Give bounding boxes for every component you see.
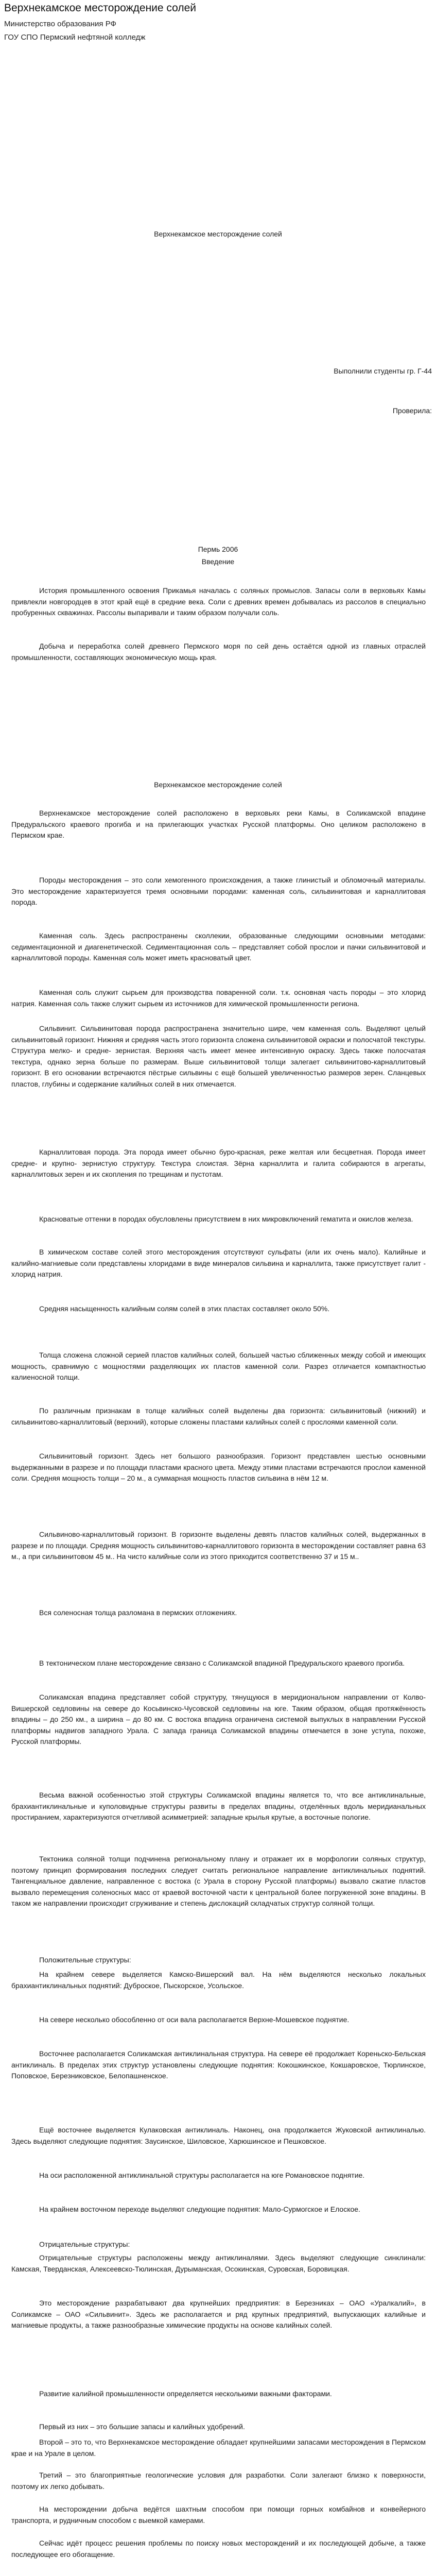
ministry-line: Министерство образования РФ bbox=[4, 20, 116, 28]
intro-paragraph: Добыча и переработка солей древнего Пермского моря по сей день остаётся одной из главных отраслей промышленности, составляющих экономическую мощь края. bbox=[11, 642, 426, 662]
body-paragraph: Средняя насыщенность калийным солям солей в этих пластах составляет около 50%. bbox=[39, 1304, 330, 1313]
intro-paragraph: История промышленного освоения Прикамья началась с соляных промыслов. Запасы соли в верховьях Камы привлекли новгородцев в этот край ещё в средние века. Соли с древних времен добывалась из рассолов в специально пробуренных скважинах. Рассолы выпаривали и таким образом получали соль. bbox=[11, 586, 426, 617]
body-paragraph: Сильвинит. Сильвинитовая порода распространена значительно шире, чем каменная соль. Выделяют целый сильвинитовый горизонт. Нижняя и средняя часть этого горизонта сложена сильвинитовой окраски и полосчатой текстуры. Структура мелко- и средне- зернистая. Верхняя часть имеет менее интенсивную окраску. Здесь также полосчатая текстура, однако зерна больше по размерам. Выше сильвинитовой толщи залегает сильвинитово-карналлитовый горизонт. В его основании встречаются пёстрые сильвины с ещё большей увеличенностью размеров зерен. Сланцевых пластов, глубины и содержание калийных солей в них отмечается. bbox=[11, 1024, 426, 1088]
body-paragraph: Ещё восточнее выделяется Кулаковская антиклиналь. Наконец, она продолжается Жуковской антиклиналью. Здесь выделяют следующие поднятия: Заусинское, Шиловское, Харюшинское и Пешковское. bbox=[11, 2126, 426, 2145]
body-paragraph: Восточнее располагается Соликамская антиклинальная структура. На севере её продолжает Кореньско-Бельская антиклиналь. В пределах этих структур установлены следующие поднятия: Кокошкинское, Кокшаровское, Тюрлинское, Поповское, Березниковское, Белопашненское. bbox=[11, 2049, 426, 2080]
body-paragraph: Это месторождение разрабатывают два крупнейших предприятия: в Березниках – ОАО «Уралкалий», в Соликамске – ОАО «Сильвинит». Здесь же располагается и ряд крупных предприятий, выпускающих калийные и магниевые продукты, а также разнообразные химические продукты на основе калийных солей. bbox=[11, 2299, 426, 2329]
section-heading: Верхнекамское месторождение солей bbox=[154, 781, 282, 789]
body-paragraph: Сильвиново-карналлитовый горизонт. В горизонте выделены девять пластов калийных солей, выдержанных в разрезе и по площади. Средняя мощность сильвинитово-карналлитового горизонта в месторождении составляет равна 63 м., а при сильвинитовом 45 м.. На чисто калийные соли из этого приходится соответственно 37 и 15 м.. bbox=[11, 1530, 426, 1561]
performed-by: Выполнили студенты гр. Г-44 bbox=[334, 367, 432, 375]
checked-by: Проверила: bbox=[392, 406, 432, 415]
body-paragraph: Породы месторождения – это соли хемогенного происхождения, а также глинистый и обломочный материалы. Это месторождение характеризуется тремя основными породами: каменная соль, сильвинитовая и карналлитовая порода. bbox=[11, 876, 426, 906]
body-paragraph: На крайнем восточном переходе выделяют следующие поднятия: Мало-Сурмогское и Елоское. bbox=[39, 2205, 360, 2213]
document-title: Верхнекамское месторождение солей bbox=[4, 2, 197, 14]
body-paragraph: Верхнекамское месторождение солей расположено в верховьях реки Камы, в Соликамской впадине Предуральского краевого прогиба и на прилегающих участках Русской платформы. Оно целиком расположено в Пермском крае. bbox=[11, 809, 426, 839]
body-paragraph: Отрицательные структуры расположены между антиклиналями. Здесь выделяют следующие синклинали: Камская, Тверданская, Алексеевско-Тюлинская, Дурыманская, Осокинская, Суровская, Боровицкая. bbox=[11, 2253, 426, 2273]
body-paragraph: В химическом составе солей этого месторождения отсутствуют сульфаты (или их очень мало). Калийные и калийно-магниевые соли представлены хлоридами в виде минералов сильвина и карналлита, также присутствует галит - хлорид натрия. bbox=[11, 1248, 426, 1278]
body-paragraph: В тектоническом плане месторождение связано с Соликамской впадиной Предуральского краевого прогиба. bbox=[39, 1659, 405, 1667]
body-paragraph: Сейчас идёт процесс решения проблемы по поиску новых месторождений и их последующей добыче, а также последующее его обогащение. bbox=[11, 2539, 426, 2558]
body-paragraph: Вся соленосная толща разломана в пермских отложениях. bbox=[39, 1608, 237, 1617]
body-paragraph: На крайнем севере выделяется Камско-Вишерский вал. На нём выделяются несколько локальных брахиантиклинальных поднятий: Дуброское, Пыскорское, Усольское. bbox=[11, 1970, 426, 1990]
body-paragraph: На севере несколько обособленно от оси вала располагается Верхне-Мошевское поднятие. bbox=[39, 2015, 350, 2024]
body-paragraph: Первый из них – это большие запасы и калийных удобрений. bbox=[39, 2422, 245, 2431]
body-paragraph: Толща сложена сложной серией пластов калийных солей, большей частью сближенных между собой и имеющих мощность, сравнимую с мощностями разделяющих их пластов каменной соли. Разрез отличается компактностью калиеносной толщи. bbox=[11, 1351, 426, 1381]
body-paragraph: Карналлитовая порода. Эта порода имеет обычно буро-красная, реже желтая или бесцветная. Порода имеет средне- и крупно- зернистую структуру. Текстура слоистая. Зёрна карналлита и галита собираются в агрегаты, карналлитовых зерен и их скопления по трещинам и пустотам. bbox=[11, 1148, 426, 1178]
city-year: Пермь 2006 bbox=[198, 545, 238, 553]
body-paragraph: Каменная соль служит сырьем для производства поваренной соли. т.к. основная часть породы – это хлорид натрия. Каменная соль также служит сырьем из источников для химической промышленности региона. bbox=[11, 988, 426, 1008]
body-paragraph: Каменная соль. Здесь распространены сколлекии, образованные следующими основными методами: седиментационной и диагенетической. Седиментационная соль – представляет собой прослои и пачки сильвинитовой и карналлитовой породы. Каменная соль может иметь красноватый цвет. bbox=[11, 931, 426, 962]
body-paragraph: Соликамская впадина представляет собой структуру, тянущуюся в меридиональном направлении от Колво-Вишерской седловины на севере до Косьвинско-Чусовской седловины на юге. Таким образом, общая протяжённость впадины – до 250 км., а ширина – до 80 км. С востока впадина ограничена системой выпуклых в направлении Русской платформы надвигов западного Урала. С запада граница Соликамской впадины отмечается в зоне уступа, похоже, Русской платформы. bbox=[11, 1693, 426, 1745]
body-paragraph: Третий – это благоприятные геологические условия для разработки. Соли залегают близко к поверхности, поэтому их легко добывать. bbox=[11, 2471, 426, 2490]
body-paragraph: Сильвинитовый горизонт. Здесь нет большого разнообразия. Горизонт представлен шестью основными выдержанными в разрезе и по площади пластами красного цвета. Между этими пластами встречаются прослои каменной соли. Средняя мощность толщи – 20 м., а суммарная мощность пластов сильвина в нём 12 м. bbox=[11, 1452, 426, 1482]
body-paragraph: Развитие калийной промышленности определяется несколькими важными факторами. bbox=[39, 2389, 332, 2398]
body-paragraph: Тектоника соляной толщи подчинена региональному плану и отражает их в морфологии соляных структур, поэтому принцип формирования последних следует считать региональное направление антиклинальных поднятий. Тангенциальное давление, направленное с востока (с Урала в сторону Русской платформы) вызвало сжатие пластов вызвало перемещения соленосных масс от краевой восточной части к центральной более погруженной зоне впадины. В таком же направлении происходит сгруживание и степень дислокаций складчатых структур соляной толщи. bbox=[11, 1855, 426, 1907]
body-paragraph: Красноватые оттенки в породах обусловлены присутствием в них микровключений гематита и окислов железа. bbox=[39, 1215, 413, 1223]
cover-title: Верхнекамское месторождение солей bbox=[154, 230, 282, 238]
body-paragraph: Отрицательные структуры: bbox=[39, 2240, 130, 2248]
body-paragraph: Весьма важной особенностью этой структуры Соликамской впадины является то, что все антиклинальные, брахиантиклинальные и куполовидные структуры развиты в пределах впадины, отделённых вдоль меридианальных простиранием, характеризуются отчетливой асимметрией: западные крылья крутые, а восточные пологие. bbox=[11, 1791, 426, 1821]
body-paragraph: На месторождении добыча ведётся шахтным способом при помощи горных комбайнов и конвейерного транспорта, и рудничным способом с выемкой камерами. bbox=[11, 2505, 426, 2524]
body-paragraph: Второй – это то, что Верхнекамское месторождение обладает крупнейшими запасами месторождения в Пермском крае и на Урале в целом. bbox=[11, 2438, 426, 2458]
body-paragraph: По различным признакам в толще калийных солей выделены два горизонта: сильвинитовый (нижний) и сильвинитово-карналлитовый (верхний), которые сложены пластами калийных солей с прослоями каменной соли. bbox=[11, 1406, 426, 1426]
body-paragraph: На оси расположенной антиклинальной структуры располагается на юге Романовское поднятие. bbox=[39, 2171, 365, 2179]
body-paragraph: Положительные структуры: bbox=[39, 1956, 131, 1964]
intro-heading: Введение bbox=[201, 557, 235, 566]
college-line: ГОУ СПО Пермский нефтяной колледж bbox=[4, 33, 146, 42]
